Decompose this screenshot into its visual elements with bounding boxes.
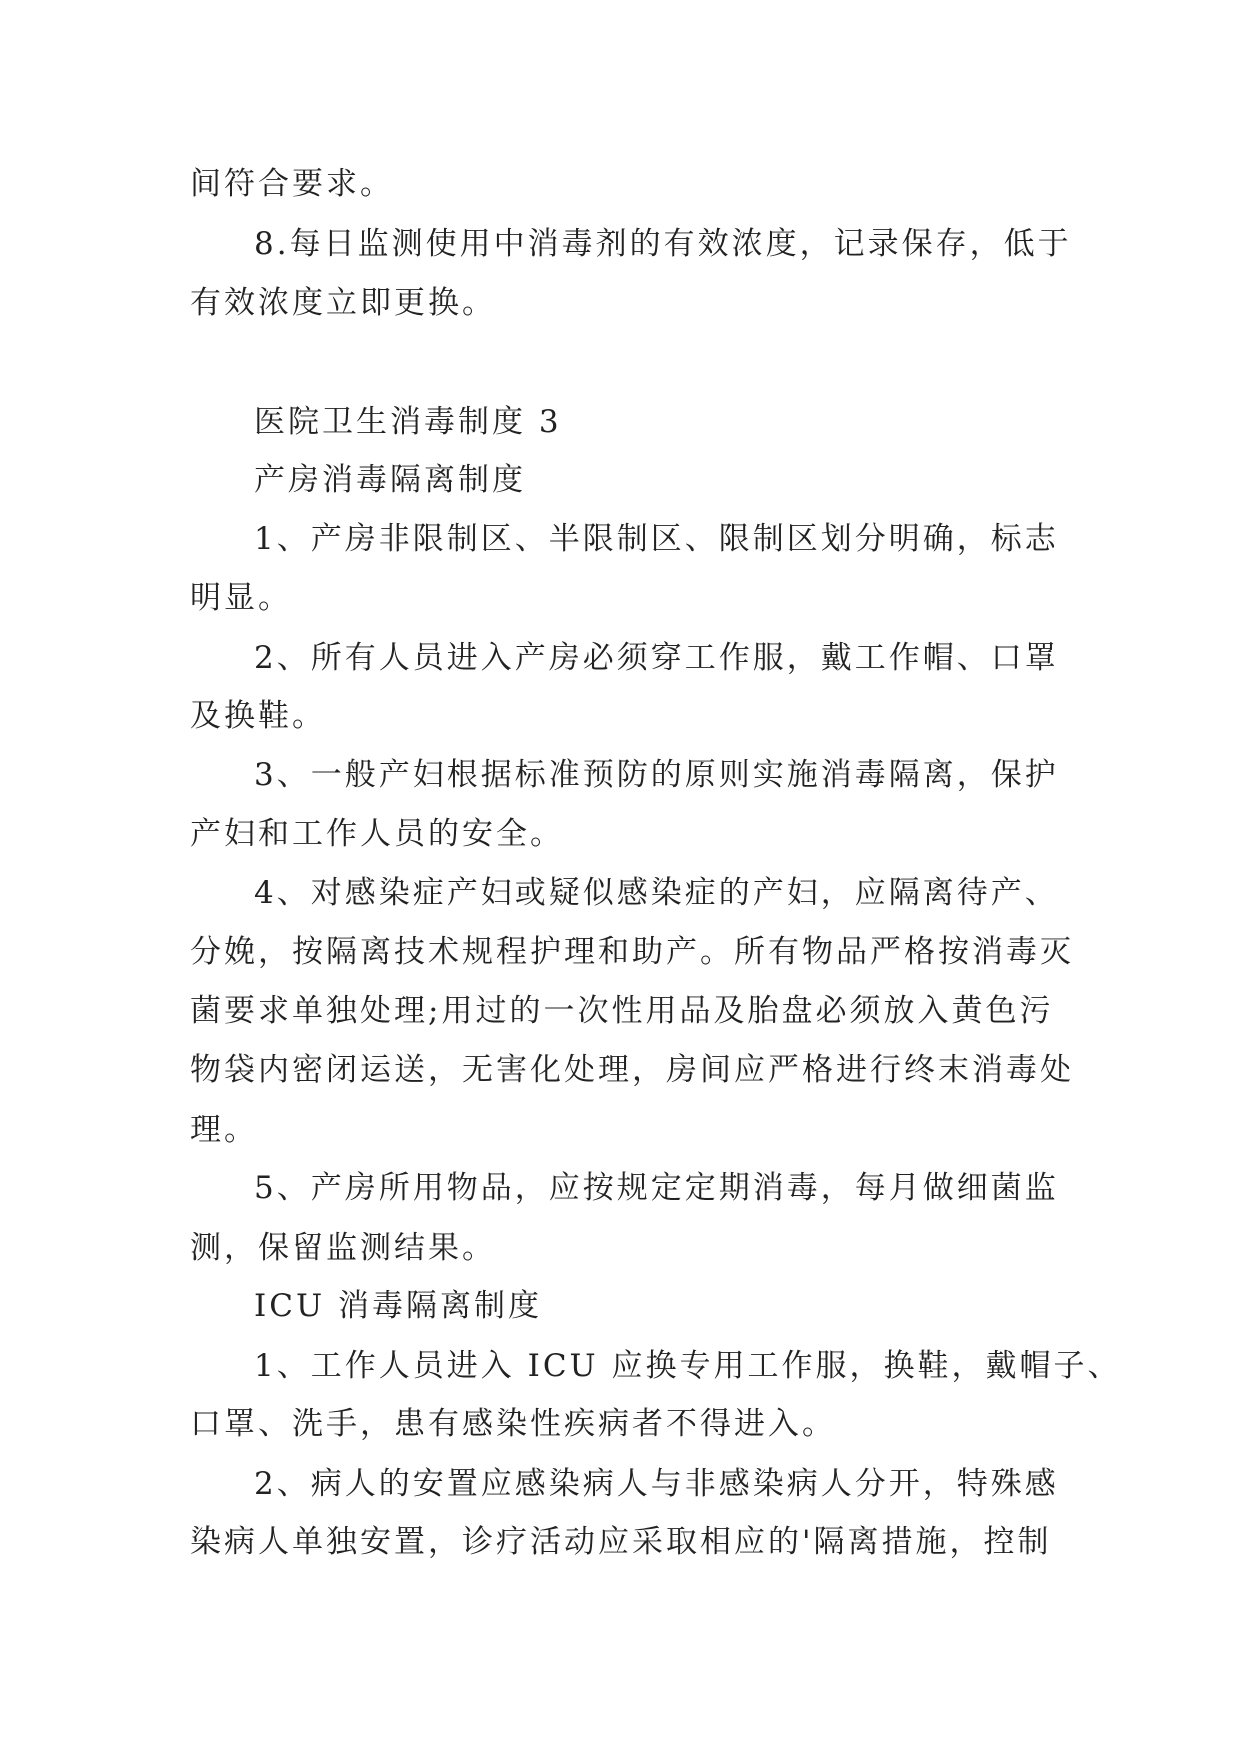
text-line-17: 5、产房所用物品，应按规定定期消毒，每月做细菌监 <box>254 1170 1059 1206</box>
text-line-15: 物袋内密闭运送，无害化处理，房间应严格进行终末消毒处 <box>190 1052 1074 1088</box>
text-line-10: 3、一般产妇根据标准预防的原则实施消毒隔离，保护 <box>254 757 1059 793</box>
text-line-22: 2、病人的安置应感染病人与非感染病人分开，特殊感 <box>254 1466 1059 1502</box>
text-line-1: 间符合要求。 <box>190 166 394 202</box>
subsection-heading-icu: ICU 消毒隔离制度 <box>254 1288 542 1324</box>
text-line-3: 有效浓度立即更换。 <box>190 285 496 321</box>
text-line-14: 菌要求单独处理;用过的一次性用品及胎盘必须放入黄色污 <box>190 993 1054 1029</box>
section-title: 医院卫生消毒制度 3 <box>254 404 562 440</box>
text-line-7: 明显。 <box>190 580 292 616</box>
text-line-18: 测，保留监测结果。 <box>190 1230 496 1266</box>
text-line-8: 2、所有人员进入产房必须穿工作服，戴工作帽、口罩 <box>254 640 1059 676</box>
text-line-20: 1、工作人员进入 ICU 应换专用工作服，换鞋，戴帽子、 <box>254 1348 1122 1384</box>
subsection-heading-delivery-room: 产房消毒隔离制度 <box>254 462 526 498</box>
text-line-13: 分娩，按隔离技术规程护理和助产。所有物品严格按消毒灭 <box>190 934 1074 970</box>
text-line-9: 及换鞋。 <box>190 698 326 734</box>
text-line-21: 口罩、洗手，患有感染性疾病者不得进入。 <box>190 1406 836 1442</box>
text-line-6: 1、产房非限制区、半限制区、限制区划分明确，标志 <box>254 521 1059 557</box>
text-line-12: 4、对感染症产妇或疑似感染症的产妇，应隔离待产、 <box>254 875 1059 911</box>
text-line-23: 染病人单独安置，诊疗活动应采取相应的'隔离措施，控制 <box>190 1524 1052 1560</box>
text-line-11: 产妇和工作人员的安全。 <box>190 816 564 852</box>
text-line-16: 理。 <box>190 1112 258 1148</box>
text-line-2: 8.每日监测使用中消毒剂的有效浓度，记录保存，低于 <box>254 226 1072 262</box>
